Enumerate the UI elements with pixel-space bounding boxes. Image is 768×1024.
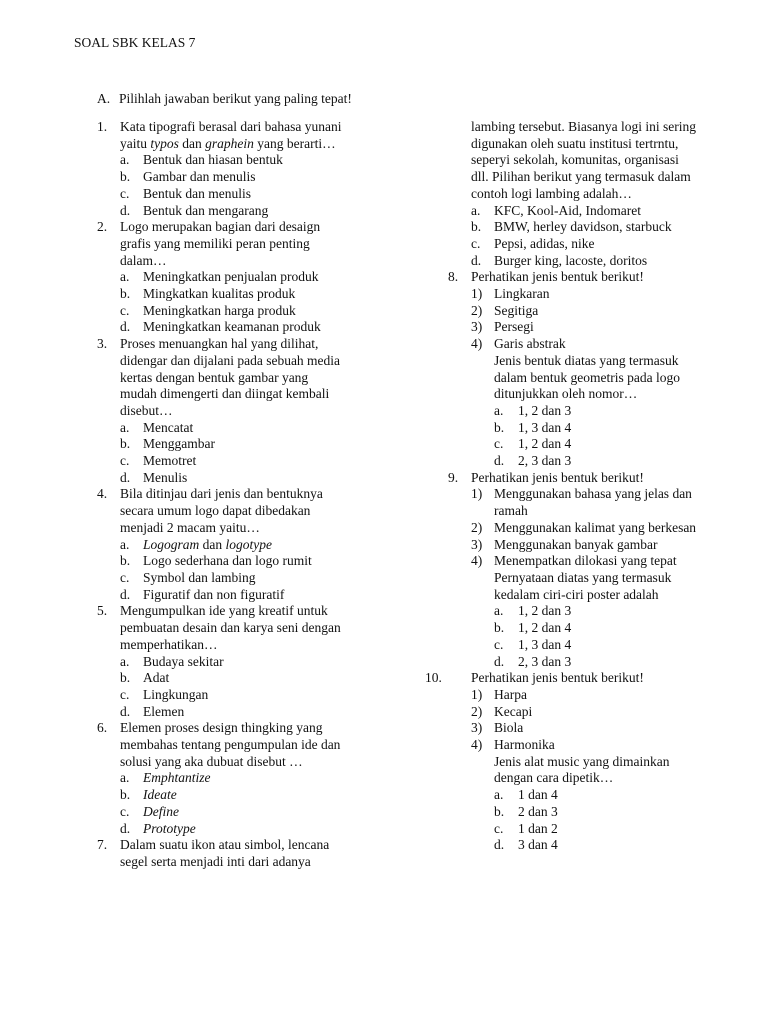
section-label: A. [97,91,111,106]
question-stem: ditunjukkan oleh nomor… [494,386,638,402]
question-6: 6. Elemen proses design thingking yang [97,720,323,736]
question-4: 4. Bila ditinjau dari jenis dan bentuknya [97,486,323,502]
option-item: a. Meningkatkan penjualan produk [120,269,319,285]
option-item: d. 3 dan 4 [494,837,558,853]
numbered-item: 4) Harmonika [471,737,555,753]
question-1: 1. Kata tipografi berasal dari bahasa yunani [97,119,342,134]
question-text-line: contoh logi lambing adalah… [471,185,632,201]
question-9: 9. Perhatikan jenis bentuk berikut! [448,469,644,485]
option-item: a. 1, 2 dan 3 [494,603,572,619]
option-item: c. Memotret [120,453,197,469]
numbered-item: 1) Menggunakan bahasa yang jelas dan [471,486,692,502]
left-column [97,119,397,871]
option-item: b. 1, 2 dan 4 [494,620,572,636]
right-column [425,119,748,854]
question-text-line: didengar dan dijalani pada sebuah media [120,352,341,368]
option-item: a. Budaya sekitar [120,653,224,669]
option-item: c. Bentuk dan menulis [120,185,251,201]
numbered-item: 3) Biola [471,720,524,736]
option-item: b. Gambar dan menulis [120,169,256,185]
question-3: 3. Proses menuangkan hal yang dilihat, [97,336,319,352]
question-text-line: disebut… [120,402,173,418]
numbered-item: 1) Lingkaran [471,286,550,302]
option-item: b. Adat [120,670,170,686]
question-text-line: digunakan oleh suatu institusi tertrntu, [471,135,679,151]
question-stem: dengan cara dipetik… [494,770,614,786]
question-7: 7. Dalam suatu ikon atau simbol, lencana [97,837,330,853]
question-5: 5. Mengumpulkan ide yang kreatif untuk [97,603,328,619]
numbered-item-continued: ramah [494,503,528,519]
option-item: a. 1 dan 4 [494,787,558,803]
option-item: d. Bentuk dan mengarang [120,202,269,218]
question-text-line: seperyi sekolah, komunitas, organisasi [471,152,679,168]
question-stem: Jenis alat music yang dimainkan [494,753,670,769]
numbered-item: 2) Segitiga [471,302,539,318]
numbered-item: 1) Harpa [471,686,527,702]
numbered-item: 3) Persegi [471,319,534,335]
option-item: b. Ideate [120,787,177,803]
numbered-item: 2) Menggunakan kalimat yang berkesan [471,519,697,535]
option-item: b. Logo sederhana dan logo rumit [120,553,312,569]
option-item: d. Menulis [120,469,188,485]
numbered-item: 2) Kecapi [471,703,533,719]
page-title: SOAL SBK KELAS 7 [74,35,196,50]
option-item: c. 1 dan 2 [494,820,558,836]
numbered-item: 4) Menempatkan dilokasi yang tepat [471,553,677,569]
question-text-line: kertas dengan bentuk gambar yang [120,369,309,385]
question-10: 10. Perhatikan jenis bentuk berikut! [425,670,644,686]
option-item: d. 2, 3 dan 3 [494,453,572,469]
option-item: d. 2, 3 dan 3 [494,653,572,669]
option-item: d. Elemen [120,703,185,719]
option-item: a. 1, 2 dan 3 [494,402,572,418]
question-text-line: dll. Pilihan berikut yang termasuk dalam [471,169,691,185]
section-instruction: Pilihlah jawaban berikut yang paling tepat! [119,91,352,106]
option-item: a. Logogram dan logotype [120,536,273,552]
question-text-line: mudah dimengerti dan diingat kembali [120,386,330,402]
question-text-line: segel serta menjadi inti dari adanya [120,853,311,869]
question-text-line: secara umum logo dapat dibedakan [120,503,311,519]
option-item: a. KFC, Kool-Aid, Indomaret [471,202,641,218]
section-heading [97,91,352,108]
option-item: c. Pepsi, adidas, nike [471,235,595,251]
option-item: d. Prototype [120,820,196,836]
option-item: b. Menggambar [120,436,215,452]
option-item: c. Symbol dan lambing [120,569,256,585]
option-item: b. 1, 3 dan 4 [494,419,572,435]
question-stem: Pernyataan diatas yang termasuk [494,569,672,585]
numbered-item: 3) Menggunakan banyak gambar [471,536,658,552]
question-stem: kedalam ciri-ciri poster adalah [494,586,659,602]
option-item: a. Emphtantize [120,770,211,786]
question-7-continued: lambing tersebut. Biasanya logi ini sering [471,119,696,134]
option-item: b. Mingkatkan kualitas produk [120,286,296,302]
question-text-line: membahas tentang pengumpulan ide dan [120,737,341,753]
question-text-line: menjadi 2 macam yaitu… [120,519,260,535]
option-item: d. Meningkatkan keamanan produk [120,319,321,335]
question-text-line: solusi yang aka dubuat disebut … [120,753,303,769]
question-text-line: dalam… [120,252,167,268]
question-8: 8. Perhatikan jenis bentuk berikut! [448,269,644,285]
option-item: c. 1, 3 dan 4 [494,636,572,652]
option-item: b. BMW, herley davidson, starbuck [471,219,672,235]
option-item: c. Meningkatkan harga produk [120,302,296,318]
question-stem: Jenis bentuk diatas yang termasuk [494,352,679,368]
question-stem: dalam bentuk geometris pada logo [494,369,680,385]
option-item: c. 1, 2 dan 4 [494,436,572,452]
question-2: 2. Logo merupakan bagian dari desaign [97,219,321,235]
question-text-line: pembuatan desain dan karya seni dengan [120,620,341,636]
option-item: b. 2 dan 3 [494,803,558,819]
option-item: c. Define [120,803,179,819]
option-item: a. Bentuk dan hiasan bentuk [120,152,283,168]
question-1-continued: yaitu typos dan graphein yang berarti… [120,135,336,151]
question-text-line: memperhatikan… [120,636,218,652]
numbered-item: 4) Garis abstrak [471,336,566,352]
option-item: d. Figuratif dan non figuratif [120,586,285,602]
option-item: d. Burger king, lacoste, doritos [471,252,648,268]
option-item: a. Mencatat [120,419,194,435]
question-text-line: grafis yang memiliki peran penting [120,235,310,251]
option-item: c. Lingkungan [120,686,209,702]
